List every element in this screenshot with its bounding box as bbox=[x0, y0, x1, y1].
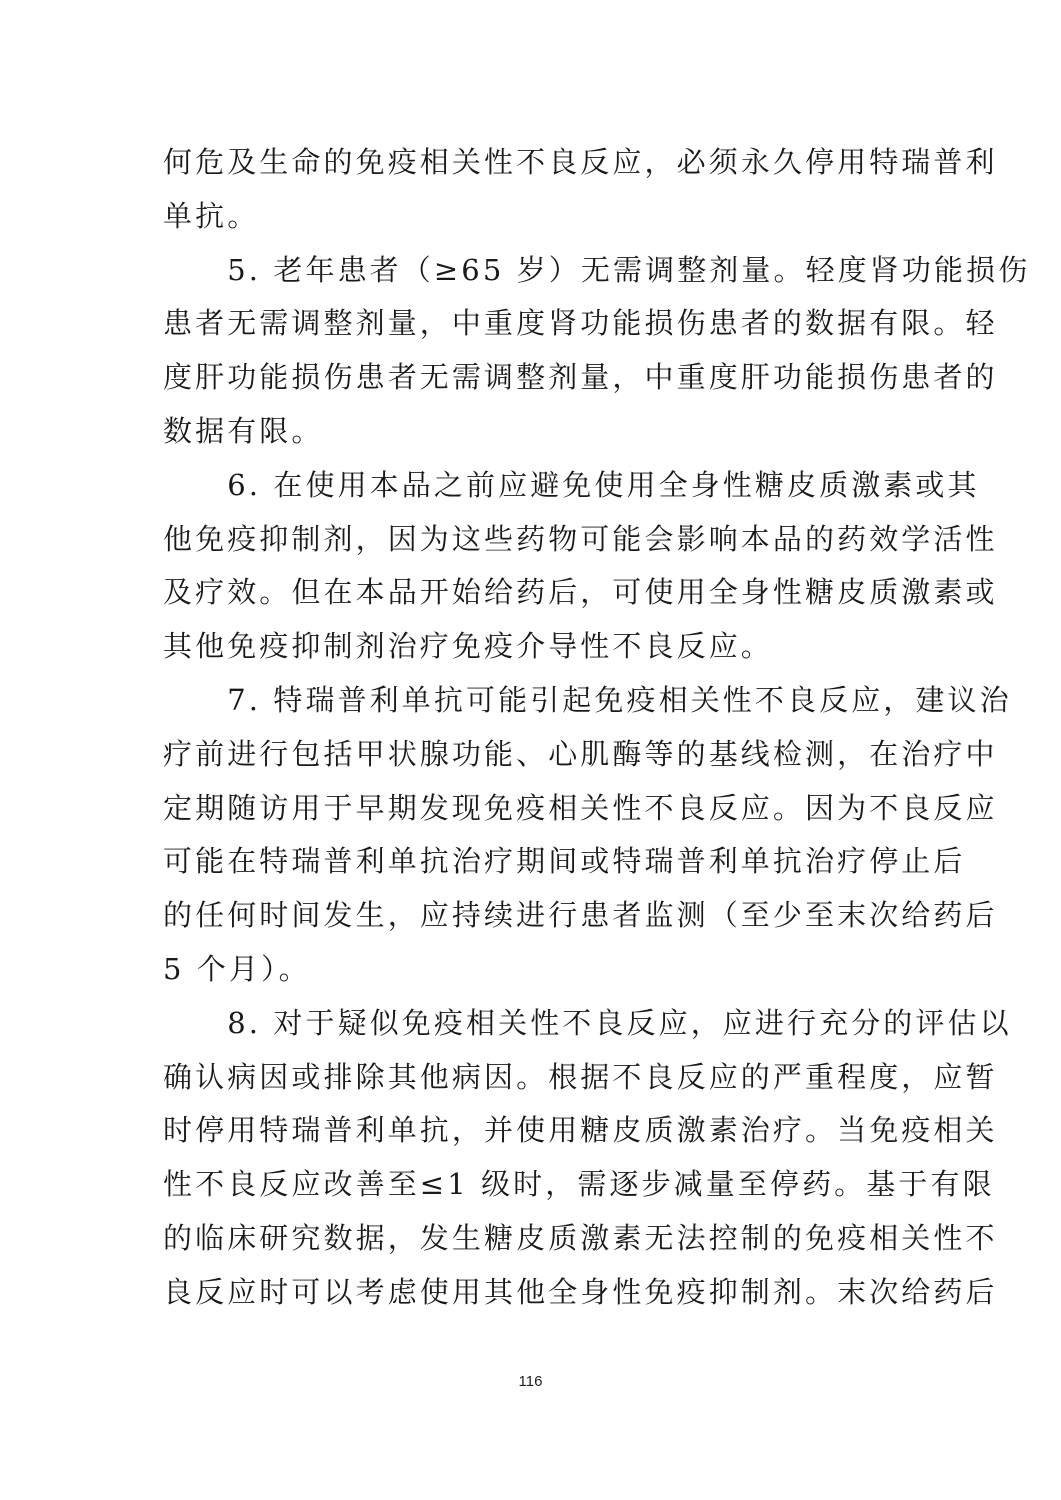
text-line: 性不良反应改善至≤1 级时，需逐步减量至停药。基于有限 bbox=[163, 1167, 995, 1202]
text-line: 7. 特瑞普利单抗可能引起免疫相关性不良反应，建议治 bbox=[163, 682, 1012, 717]
text-line: 其他免疫抑制剂治疗免疫介导性不良反应。 bbox=[163, 629, 773, 664]
text-line: 及疗效。但在本品开始给药后，可使用全身性糖皮质激素或 bbox=[163, 575, 998, 610]
text-line: 数据有限。 bbox=[163, 413, 324, 448]
text-line: 的任何时间发生，应持续进行患者监测（至少至末次给药后 bbox=[163, 898, 998, 933]
text-line: 度肝功能损伤患者无需调整剂量，中重度肝功能损伤患者的 bbox=[163, 360, 998, 395]
text-line: 单抗。 bbox=[163, 198, 260, 233]
body-text bbox=[163, 136, 1031, 1320]
text-line: 定期随访用于早期发现免疫相关性不良反应。因为不良反应 bbox=[163, 790, 998, 825]
page-number: 116 bbox=[518, 1373, 543, 1390]
text-line: 的临床研究数据，发生糖皮质激素无法控制的免疫相关性不 bbox=[163, 1220, 998, 1255]
text-line: 疗前进行包括甲状腺功能、心肌酶等的基线检测，在治疗中 bbox=[163, 736, 998, 771]
text-line: 5. 老年患者（≥65 岁）无需调整剂量。轻度肾功能损伤 bbox=[163, 252, 1031, 287]
text-line: 8. 对于疑似免疫相关性不良反应，应进行充分的评估以 bbox=[163, 1005, 1012, 1040]
text-line: 良反应时可以考虑使用其他全身性免疫抑制剂。末次给药后 bbox=[163, 1274, 998, 1309]
text-line: 可能在特瑞普利单抗治疗期间或特瑞普利单抗治疗停止后 bbox=[163, 844, 966, 879]
text-line: 患者无需调整剂量，中重度肾功能损伤患者的数据有限。轻 bbox=[163, 306, 998, 341]
text-line: 他免疫抑制剂，因为这些药物可能会影响本品的药效学活性 bbox=[163, 521, 998, 556]
text-line: 何危及生命的免疫相关性不良反应，必须永久停用特瑞普利 bbox=[163, 145, 998, 179]
text-line: 时停用特瑞普利单抗，并使用糖皮质激素治疗。当免疫相关 bbox=[163, 1113, 998, 1148]
text-line: 5 个月）。 bbox=[163, 951, 311, 986]
text-line: 6. 在使用本品之前应避免使用全身性糖皮质激素或其 bbox=[163, 467, 980, 502]
text-line: 确认病因或排除其他病因。根据不良反应的严重程度，应暂 bbox=[163, 1059, 998, 1094]
